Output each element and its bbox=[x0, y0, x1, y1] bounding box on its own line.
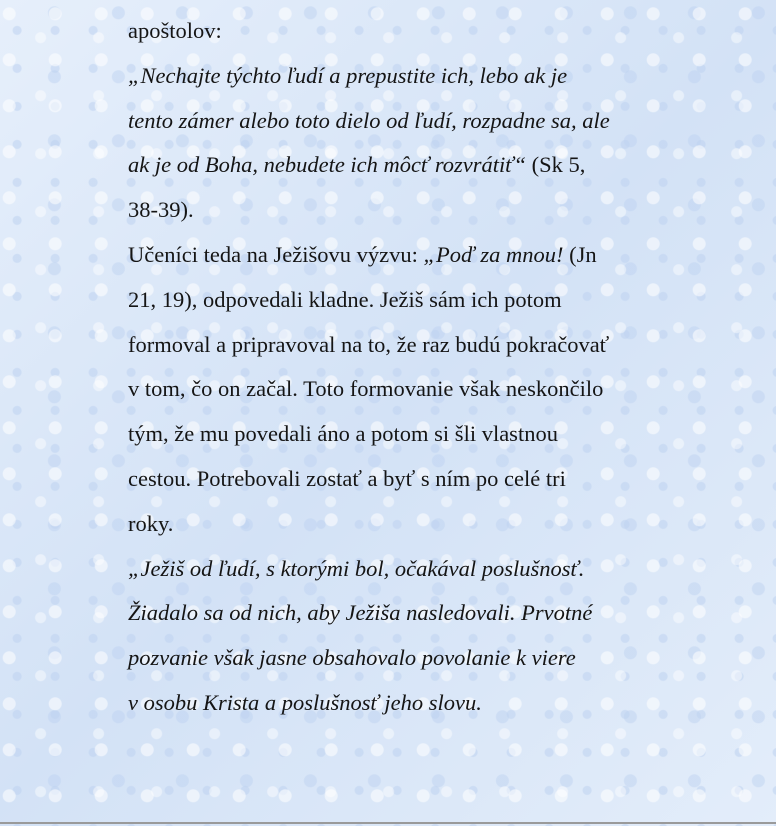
text-line bbox=[128, 547, 748, 592]
text-run: (Jn bbox=[563, 241, 597, 267]
text-line bbox=[128, 367, 748, 412]
text-run: (Sk 5, bbox=[525, 152, 586, 178]
bottom-divider bbox=[0, 822, 776, 824]
text-line bbox=[128, 143, 748, 188]
text-line bbox=[128, 323, 748, 368]
text-run: formoval a pripravoval na to, že raz budú pokračovať bbox=[128, 331, 610, 357]
text-line bbox=[128, 9, 748, 54]
text-run: Učeníci teda na Ježišovu výzvu: bbox=[128, 241, 424, 267]
text-line bbox=[128, 502, 748, 547]
italic-text-run: tento zámer alebo toto dielo od ľudí, rozpadne sa, ale bbox=[128, 107, 610, 133]
italic-text-run: „Ježiš od ľudí, s ktorými bol, očakával poslušnosť. bbox=[128, 555, 585, 581]
text-run: cestou. Potrebovali zostať a byť s ním po celé tri bbox=[128, 465, 566, 491]
text-run: v tom, čo on začal. Toto formovanie však neskončilo bbox=[128, 376, 604, 402]
text-line bbox=[128, 233, 748, 278]
italic-text-run: v osobu Krista a poslušnosť jeho slovu. bbox=[128, 689, 482, 715]
italic-text-run: Žiadalo sa od nich, aby Ježiša nasledovali. Prvotné bbox=[128, 600, 593, 626]
text-run: 21, 19), odpovedali kladne. Ježiš sám ich potom bbox=[128, 286, 562, 312]
text-line bbox=[128, 99, 748, 144]
text-line bbox=[128, 188, 748, 233]
text-run: 38-39). bbox=[128, 197, 194, 223]
italic-text-run: „Poď za mnou! bbox=[423, 241, 564, 267]
text-line bbox=[128, 636, 748, 681]
text-run: tým, že mu povedali áno a potom si šli vlastnou bbox=[128, 421, 558, 447]
text-line bbox=[128, 681, 748, 726]
text-line bbox=[128, 278, 748, 323]
text-run: roky. bbox=[128, 510, 174, 536]
text-line bbox=[128, 457, 748, 502]
text-line bbox=[128, 591, 748, 636]
text-line bbox=[128, 412, 748, 457]
text-line bbox=[128, 54, 748, 99]
italic-text-run: pozvanie však jasne obsahovalo povolanie k viere bbox=[128, 645, 576, 671]
text-run: apoštolov: bbox=[128, 18, 222, 43]
italic-text-run: ak je od Boha, nebudete ich môcť rozvrátiť“ bbox=[128, 152, 526, 178]
body-text bbox=[128, 9, 748, 726]
italic-text-run: „Nechajte týchto ľudí a prepustite ich, lebo ak je bbox=[128, 62, 568, 88]
